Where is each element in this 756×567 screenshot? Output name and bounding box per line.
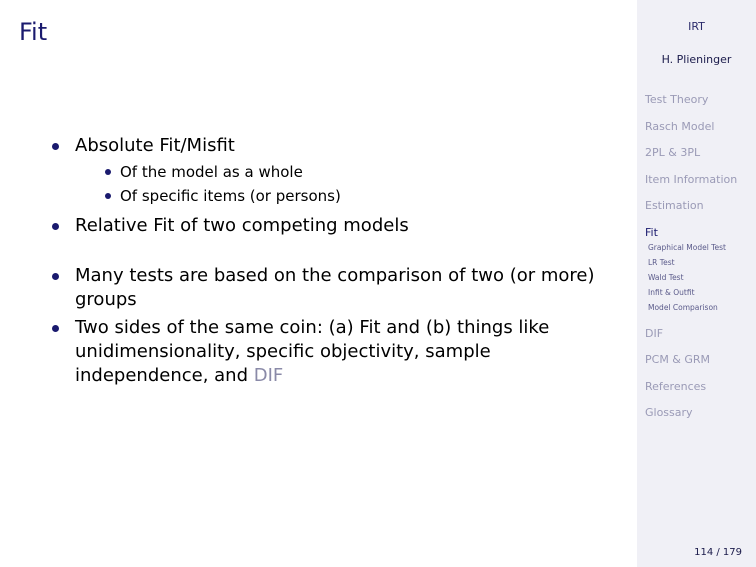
bullet-many-tests — [52, 264, 612, 312]
sidebar-item-pcm-grm[interactable]: PCM & GRM — [645, 353, 711, 366]
sidebar — [637, 0, 756, 567]
bullet-absolute-fit — [52, 134, 612, 158]
sidebar-subitem-infit-outfit[interactable]: Infit & Outfit — [648, 287, 695, 297]
bullet-text: Absolute Fit/Misfit — [75, 135, 235, 156]
sidebar-nav — [645, 93, 755, 433]
bullet-text: Relative Fit of two competing models — [75, 215, 409, 236]
sidebar-item-estimation[interactable]: Estimation — [645, 199, 704, 212]
slide-content — [52, 134, 612, 388]
sidebar-item-references[interactable]: References — [645, 379, 707, 393]
bullet-dot-icon — [52, 325, 59, 332]
sidebar-subitem-graphical-model-test[interactable]: Graphical Model Test — [648, 242, 726, 252]
sidebar-item-fit[interactable]: Fit — [645, 225, 658, 239]
bullet-text: Many tests are based on the comparison of two (or more) groups — [75, 265, 595, 310]
bullet-dot-icon — [52, 143, 59, 150]
sidebar-item-rasch-model[interactable]: Rasch Model — [645, 119, 715, 133]
bullet-dot-icon — [52, 273, 59, 280]
subbullet-model-whole — [52, 160, 612, 184]
dif-link[interactable]: DIF — [253, 365, 284, 386]
bullet-dot-icon — [105, 169, 111, 175]
sidebar-subitem-lr-test[interactable]: LR Test — [648, 257, 675, 267]
bullet-dot-icon — [105, 193, 111, 199]
subbullet-items-persons — [52, 184, 612, 208]
sidebar-subitem-wald-test[interactable]: Wald Test — [648, 272, 684, 282]
subbullet-text: Of the model as a whole — [120, 163, 303, 181]
sidebar-author: H. Plieninger — [661, 53, 732, 66]
frame-title: Fit — [19, 18, 48, 46]
sidebar-subsections — [648, 240, 755, 315]
sidebar-item-dif[interactable]: DIF — [645, 326, 664, 340]
sidebar-title: IRT — [688, 20, 705, 33]
bullet-two-sides — [52, 316, 612, 388]
sidebar-item-test-theory[interactable]: Test Theory — [645, 93, 709, 106]
subbullet-text: Of specific items (or persons) — [120, 187, 341, 205]
bullet-relative-fit — [52, 214, 612, 238]
sidebar-item-item-information[interactable]: Item Information — [645, 172, 738, 186]
sidebar-subitem-model-comparison[interactable]: Model Comparison — [648, 302, 718, 312]
sidebar-item-glossary[interactable]: Glossary — [645, 406, 693, 419]
page-number: 114 / 179 — [694, 547, 742, 558]
bullet-text: Two sides of the same coin: (a) Fit and (b) things like unidimensionality, specific objectivity, sample independence, and — [75, 317, 550, 386]
sidebar-item-2pl-3pl[interactable]: 2PL & 3PL — [645, 146, 701, 159]
bullet-dot-icon — [52, 223, 59, 230]
